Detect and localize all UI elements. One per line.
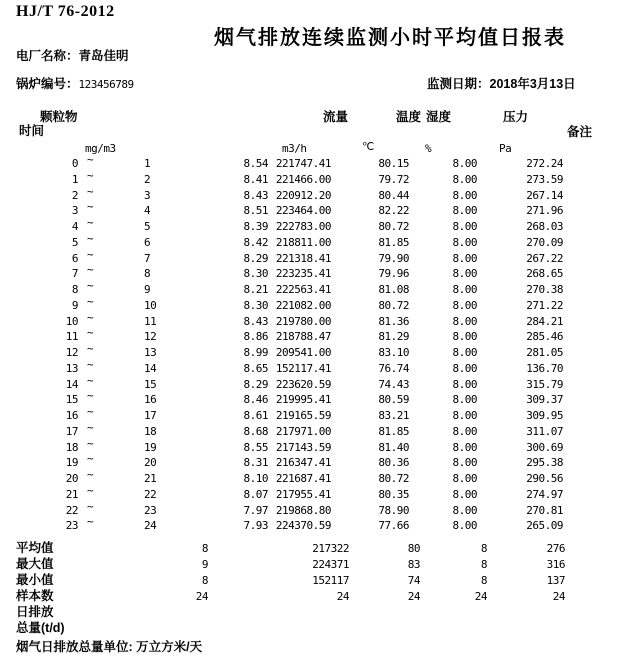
pressure-cell: 285.46 [526,330,563,344]
particulate-cell: 8.43 [243,314,268,328]
time-tilde: ~ [86,468,94,482]
boiler-no-value: 123456789 [78,78,134,91]
flow-cell: 219165.59 [275,409,331,423]
time-start-cell: 13 [65,361,78,375]
unit-particulate: mg/m3 [85,142,116,155]
summary-row [0,605,632,621]
time-tilde: ~ [86,184,94,198]
time-tilde: ~ [86,436,94,450]
time-start-cell: 20 [65,472,78,486]
summary-particulate-cell: 8 [201,574,208,587]
time-end-cell: 17 [144,409,157,423]
pressure-cell: 268.03 [526,220,563,234]
time-start-cell: 7 [71,267,78,281]
summary-label: 最大值 [16,557,54,571]
footnote: 烟气日排放总量单位: 万立方米/天 [16,640,203,654]
summary-humidity-cell: 24 [474,590,487,603]
temperature-cell: 76.74 [378,361,409,375]
temperature-cell: 79.90 [378,251,409,265]
header-flow: 流量 [323,110,349,124]
humidity-cell: 8.00 [452,172,477,186]
humidity-cell: 8.00 [452,361,477,375]
temperature-cell: 78.90 [378,503,409,517]
pressure-cell: 274.97 [526,487,563,501]
flow-cell: 218788.47 [275,330,331,344]
flow-cell: 222783.00 [275,220,331,234]
unit-flow: m3/h [282,142,307,155]
time-start-cell: 17 [65,424,78,438]
flow-cell: 209541.00 [275,346,331,360]
monitor-date-value: 2018年3月13日 [489,77,576,91]
flow-cell: 219995.41 [275,393,331,407]
summary-particulate-cell: 9 [201,558,208,571]
summary-temperature-cell: 80 [407,542,420,555]
pressure-cell: 270.81 [526,503,563,517]
time-start-cell: 3 [71,204,78,218]
time-tilde: ~ [86,515,94,529]
header-particulate: 颗粒物 [40,110,78,124]
pressure-cell: 311.07 [526,424,563,438]
pressure-cell: 265.09 [526,519,563,533]
humidity-cell: 8.00 [452,283,477,297]
summary-flow-cell: 24 [336,590,349,603]
time-end-cell: 11 [144,314,157,328]
temperature-cell: 77.66 [378,519,409,533]
standard-code: HJ/T 76-2012 [16,3,115,20]
temperature-cell: 81.36 [378,314,409,328]
time-end-cell: 10 [144,298,157,312]
time-tilde: ~ [86,168,94,182]
summary-humidity-cell: 8 [480,558,487,571]
particulate-cell: 8.51 [243,204,268,218]
time-end-cell: 18 [144,424,157,438]
temperature-cell: 79.96 [378,267,409,281]
time-end-cell: 16 [144,393,157,407]
flow-cell: 218811.00 [275,235,331,249]
time-tilde: ~ [86,247,94,261]
particulate-cell: 8.39 [243,220,268,234]
time-tilde: ~ [86,405,94,419]
flow-cell: 219868.80 [275,503,331,517]
summary-flow-cell: 224371 [312,558,349,571]
flow-cell: 221082.00 [275,298,331,312]
pressure-cell: 270.09 [526,235,563,249]
particulate-cell: 8.65 [243,361,268,375]
time-tilde: ~ [86,499,94,513]
summary-flow-cell: 217322 [312,542,349,555]
time-tilde: ~ [86,310,94,324]
time-end-cell: 7 [144,251,151,265]
time-start-cell: 8 [71,283,78,297]
time-tilde: ~ [86,389,94,403]
pressure-cell: 309.95 [526,409,563,423]
summary-label: 日排放 [16,605,54,619]
particulate-cell: 8.31 [243,456,268,470]
time-tilde: ~ [86,357,94,371]
humidity-cell: 8.00 [452,314,477,328]
flow-cell: 221318.41 [275,251,331,265]
time-start-cell: 12 [65,346,78,360]
temperature-cell: 80.15 [378,157,409,170]
temperature-cell: 81.85 [378,235,409,249]
pressure-cell: 271.22 [526,298,563,312]
summary-row [0,621,632,637]
flow-cell: 221466.00 [275,172,331,186]
particulate-cell: 8.21 [243,283,268,297]
humidity-cell: 8.00 [452,330,477,344]
particulate-cell: 8.10 [243,472,268,486]
time-end-cell: 8 [144,267,151,281]
pressure-cell: 267.22 [526,251,563,265]
temperature-cell: 83.21 [378,409,409,423]
boiler-no-label: 锅炉编号： [16,77,79,91]
summary-particulate-cell: 8 [201,542,208,555]
time-start-cell: 6 [71,251,78,265]
time-start-cell: 22 [65,503,78,517]
particulate-cell: 8.41 [243,172,268,186]
particulate-cell: 8.55 [243,440,268,454]
humidity-cell: 8.00 [452,251,477,265]
humidity-cell: 8.00 [452,235,477,249]
time-start-cell: 19 [65,456,78,470]
pressure-cell: 300.69 [526,440,563,454]
header-time: 时间 [19,124,45,138]
humidity-cell: 8.00 [452,377,477,391]
pressure-cell: 270.38 [526,283,563,297]
temperature-cell: 80.72 [378,298,409,312]
flow-cell: 217955.41 [275,487,331,501]
summary-pressure-cell: 24 [552,590,565,603]
humidity-cell: 8.00 [452,424,477,438]
temperature-cell: 80.72 [378,472,409,486]
humidity-cell: 8.00 [452,204,477,218]
summary-row [0,541,632,557]
flow-cell: 217971.00 [275,424,331,438]
summary-pressure-cell: 137 [546,574,565,587]
time-tilde: ~ [86,153,94,166]
humidity-cell: 8.00 [452,220,477,234]
time-start-cell: 10 [65,314,78,328]
flow-cell: 221687.41 [275,472,331,486]
header-humidity: 湿度 [426,110,452,124]
monitor-date-label: 监测日期： [427,77,490,91]
time-tilde: ~ [86,279,94,293]
particulate-cell: 8.68 [243,424,268,438]
particulate-cell: 8.99 [243,346,268,360]
temperature-cell: 80.59 [378,393,409,407]
pressure-cell: 271.96 [526,204,563,218]
pressure-cell: 295.38 [526,456,563,470]
plant-name-line [16,46,129,65]
humidity-cell: 8.00 [452,472,477,486]
time-end-cell: 9 [144,283,151,297]
time-tilde: ~ [86,231,94,245]
pressure-cell: 273.59 [526,172,563,186]
pressure-cell: 281.05 [526,346,563,360]
time-end-cell: 4 [144,204,151,218]
flow-cell: 223464.00 [275,204,331,218]
time-start-cell: 16 [65,409,78,423]
time-start-cell: 14 [65,377,78,391]
time-start-cell: 4 [71,220,78,234]
particulate-cell: 8.54 [243,157,268,170]
time-end-cell: 1 [144,157,151,170]
particulate-cell: 8.30 [243,267,268,281]
humidity-cell: 8.00 [452,267,477,281]
pressure-cell: 284.21 [526,314,563,328]
humidity-cell: 8.00 [452,346,477,360]
time-tilde: ~ [86,326,94,340]
flow-cell: 221747.41 [275,157,331,170]
humidity-cell: 8.00 [452,487,477,501]
summary-row [0,589,632,605]
plant-name-value: 青岛佳明 [78,49,129,63]
plant-name-label: 电厂名称： [16,49,79,63]
temperature-cell: 82.22 [378,204,409,218]
time-start-cell: 23 [65,519,78,533]
header-pressure: 压力 [503,110,529,124]
time-end-cell: 24 [144,519,157,533]
humidity-cell: 8.00 [452,393,477,407]
pressure-cell: 268.65 [526,267,563,281]
temperature-cell: 80.44 [378,188,409,202]
time-end-cell: 2 [144,172,151,186]
time-start-cell: 1 [71,172,78,186]
flow-cell: 224370.59 [275,519,331,533]
time-end-cell: 23 [144,503,157,517]
humidity-cell: 8.00 [452,188,477,202]
particulate-cell: 8.29 [243,251,268,265]
summary-label: 最小值 [16,573,54,587]
temperature-cell: 80.36 [378,456,409,470]
flow-cell: 220912.20 [275,188,331,202]
humidity-cell: 8.00 [452,409,477,423]
time-end-cell: 21 [144,472,157,486]
summary-humidity-cell: 8 [480,542,487,555]
time-end-cell: 6 [144,235,151,249]
summary-label: 样本数 [16,589,54,603]
pressure-cell: 267.14 [526,188,563,202]
particulate-cell: 8.46 [243,393,268,407]
flow-cell: 223235.41 [275,267,331,281]
temperature-cell: 81.29 [378,330,409,344]
summary-label: 平均值 [16,541,54,555]
summary-flow-cell: 152117 [312,574,349,587]
time-tilde: ~ [86,420,94,434]
particulate-cell: 8.29 [243,377,268,391]
summary-label: 总量(t/d) [16,621,65,635]
time-start-cell: 21 [65,487,78,501]
time-tilde: ~ [86,216,94,230]
time-end-cell: 15 [144,377,157,391]
particulate-cell: 7.93 [243,519,268,533]
header-remark: 备注 [567,125,593,139]
time-end-cell: 3 [144,188,151,202]
boiler-no-line [16,74,134,93]
humidity-cell: 8.00 [452,157,477,170]
time-end-cell: 13 [144,346,157,360]
time-tilde: ~ [86,200,94,214]
temperature-cell: 81.40 [378,440,409,454]
report-title: 烟气排放连续监测小时平均值日报表 [214,27,566,49]
monitor-date-line [427,74,576,93]
particulate-cell: 8.43 [243,188,268,202]
unit-pressure: Pa [499,142,512,155]
summary-temperature-cell: 83 [407,558,420,571]
time-start-cell: 18 [65,440,78,454]
pressure-cell: 136.70 [526,361,563,375]
unit-humidity: % [425,142,432,155]
time-start-cell: 2 [71,188,78,202]
temperature-cell: 80.72 [378,220,409,234]
summary-row [0,573,632,589]
summary-pressure-cell: 276 [546,542,565,555]
pressure-cell: 290.56 [526,472,563,486]
particulate-cell: 8.30 [243,298,268,312]
time-start-cell: 5 [71,235,78,249]
particulate-cell: 8.07 [243,487,268,501]
temperature-cell: 83.10 [378,346,409,360]
time-end-cell: 12 [144,330,157,344]
time-start-cell: 15 [65,393,78,407]
pressure-cell: 272.24 [526,157,563,170]
flow-cell: 223620.59 [275,377,331,391]
flow-cell: 152117.41 [275,361,331,375]
time-tilde: ~ [86,452,94,466]
summary-humidity-cell: 8 [480,574,487,587]
header-temperature: 温度 [396,110,422,124]
temperature-cell: 74.43 [378,377,409,391]
time-tilde: ~ [86,263,94,277]
humidity-cell: 8.00 [452,519,477,533]
time-end-cell: 14 [144,361,157,375]
particulate-cell: 7.97 [243,503,268,517]
summary-row [0,557,632,573]
flow-cell: 219780.00 [275,314,331,328]
particulate-cell: 8.42 [243,235,268,249]
temperature-cell: 80.35 [378,487,409,501]
summary-temperature-cell: 74 [407,574,420,587]
particulate-cell: 8.61 [243,409,268,423]
temperature-cell: 81.85 [378,424,409,438]
particulate-cell: 8.86 [243,330,268,344]
time-tilde: ~ [86,342,94,356]
flow-cell: 217143.59 [275,440,331,454]
humidity-cell: 8.00 [452,298,477,312]
time-tilde: ~ [86,483,94,497]
summary-particulate-cell: 24 [195,590,208,603]
flow-cell: 222563.41 [275,283,331,297]
pressure-cell: 315.79 [526,377,563,391]
time-start-cell: 9 [71,298,78,312]
table-row [0,515,632,534]
summary-pressure-cell: 316 [546,558,565,571]
unit-temperature: ℃ [362,140,374,153]
time-end-cell: 20 [144,456,157,470]
summary-temperature-cell: 24 [407,590,420,603]
time-end-cell: 22 [144,487,157,501]
time-start-cell: 11 [65,330,78,344]
temperature-cell: 79.72 [378,172,409,186]
humidity-cell: 8.00 [452,440,477,454]
time-end-cell: 5 [144,220,151,234]
time-tilde: ~ [86,294,94,308]
time-start-cell: 0 [71,157,78,170]
humidity-cell: 8.00 [452,456,477,470]
flow-cell: 216347.41 [275,456,331,470]
humidity-cell: 8.00 [452,503,477,517]
time-tilde: ~ [86,373,94,387]
time-end-cell: 19 [144,440,157,454]
pressure-cell: 309.37 [526,393,563,407]
temperature-cell: 81.08 [378,283,409,297]
